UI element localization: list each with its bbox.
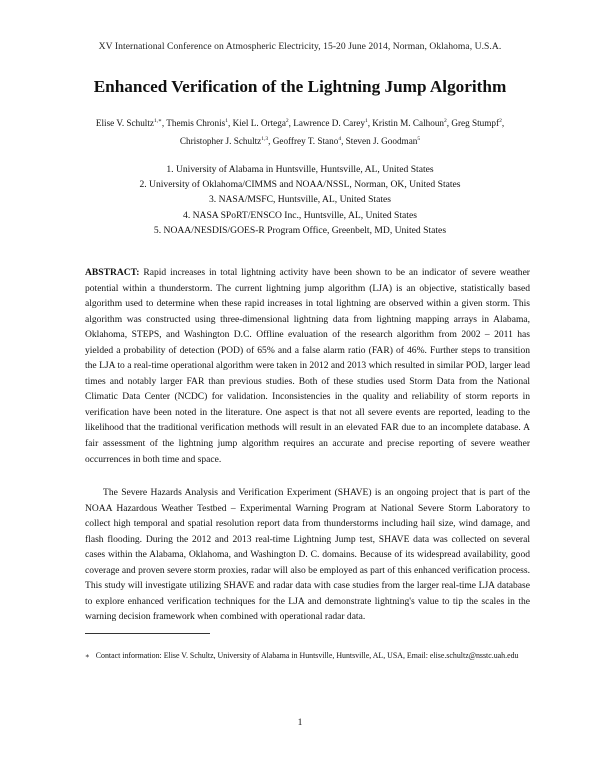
author-affiliation-mark: 1 (225, 118, 228, 124)
footnote-text: Contact information: Elise V. Schultz, University of Alabama in Huntsville, Huntsville, AL, USA, Email: elise.schultz@nsstc.uah.edu (95, 651, 519, 660)
author-affiliation-mark: 2 (285, 118, 289, 124)
author-name: Lawrence D. Carey (293, 118, 365, 128)
page-number: 1 (297, 717, 303, 728)
body-paragraph: The Severe Hazards Analysis and Verification Experiment (SHAVE) is an ongoing project that is part of the NOAA Hazardous Weather Testbed – Experimental Warning Program at National Severe Storm Laboratory to collect high temporal and spatial resolution report data from thunderstorms including hail size, wind damage, and flash flooding. During the 2012 and 2013 real-time Lightning Jump test, SHAVE data was collected on several cases within the Alabama, Oklahoma, and Washington D. C. domains. Because of its widespread availability, good coverage and proven severe storm proxies, radar will also be employed as part of this enhanced verification process. This study will investigate utilizing SHAVE and radar data with case studies from the larger real-time LJA database to explore enhanced verification techniques for the LJA and demonstrate lightning's value to tip the scales in the warning decision framework when combined with operational radar data. (85, 487, 530, 623)
author-name: Themis Chronis (166, 118, 226, 128)
author-affiliation-mark: 1 (364, 118, 368, 124)
author-affiliation-mark: 2 (444, 118, 447, 124)
author-affiliation-mark: 4 (338, 136, 342, 142)
author-name: Elise V. Schultz (95, 118, 154, 128)
author-affiliation-mark: 2 (499, 118, 502, 124)
affiliation-item: 2. University of Oklahoma/CIMMS and NOAA/NSSL, Norman, OK, United States (139, 179, 461, 191)
author-affiliation-mark: 1,3 (261, 136, 269, 142)
author-name: Geoffrey T. Stano (272, 136, 339, 146)
author-name: Steven J. Goodman (345, 136, 418, 146)
paper-title: Enhanced Verification of the Lightning Jump Algorithm (93, 77, 507, 96)
author-name: Greg Stumpf (451, 118, 500, 128)
author-name: Kiel L. Ortega (232, 118, 286, 128)
author-name: Christopher J. Schultz (179, 136, 262, 146)
author-affiliation-mark: 5 (417, 136, 421, 142)
abstract-label: ABSTRACT: (85, 267, 140, 278)
abstract-paragraph (85, 265, 530, 467)
affiliation-item: 3. NASA/MSFC, Huntsville, AL, United States (208, 194, 392, 206)
author-name: Kristin M. Calhoun (372, 118, 445, 128)
affiliation-list (80, 162, 520, 238)
affiliation-item: 5. NOAA/NESDIS/GOES-R Program Office, Greenbelt, MD, United States (153, 224, 447, 236)
author-affiliation-mark: 1,∗ (153, 118, 162, 124)
footnote-mark: ∗ (85, 652, 90, 660)
abstract-text: Rapid increases in total lightning activity have been shown to be an indicator of severe weather potential within a thunderstorm. The current lightning jump algorithm (LJA) is an objective, statistically based algorithm used to determine when these rapid increases in total lightning are observed within a given storm. This algorithm was constructed using three-dimensional lightning data from lightning mapping arrays in Alabama, Oklahoma, STEPS, and Washington D.C. Offline evaluation of the research algorithm from 2002 – 2011 has yielded a probability of detection (POD) of 65% and a false alarm ratio (FAR) of 46%. Further steps to transition the LJA to a real-time operational algorithm were taken in 2012 and 2013 which resulted in similar POD, larger lead times and notably larger FAR than previous studies. Both of these studies used Storm Data from the National Climatic Data Center (NCDC) for validation. Inconsistencies in the quality and reliability of storm reports in verification have been noted in the literature. One aspect is that not all severe events are reported, leading to the likelihood that the traditional verification methods will result in an elevated FAR due to an incomplete database. A fair assessment of the lightning jump algorithm requires an accurate and precise reporting of severe weather occurrences in both time and space. (85, 267, 530, 465)
affiliation-item: 4. NASA SPoRT/ENSCO Inc., Huntsville, AL, United States (183, 209, 417, 221)
footnote-divider (85, 633, 210, 634)
conference-header: XV International Conference on Atmospheric Electricity, 15-20 June 2014, Norman, Oklahoma, U.S.A. (98, 41, 502, 52)
affiliation-item: 1. University of Alabama in Huntsville, Huntsville, AL, United States (166, 164, 434, 175)
footnote (85, 648, 530, 664)
author-list: Elise V. Schultz$^{1,∗}$, Themis Chronis$^1$, Kiel L. Ortega$^2$, Lawrence D. Carey$^1$, Kristin M. Calhoun$^2$, Greg Stumpf$^2$, Christopher J. Schultz$^{1,3}$, Geoffrey T. Stano$^4$, Steven J. Goodman$^5$ (95, 118, 505, 146)
